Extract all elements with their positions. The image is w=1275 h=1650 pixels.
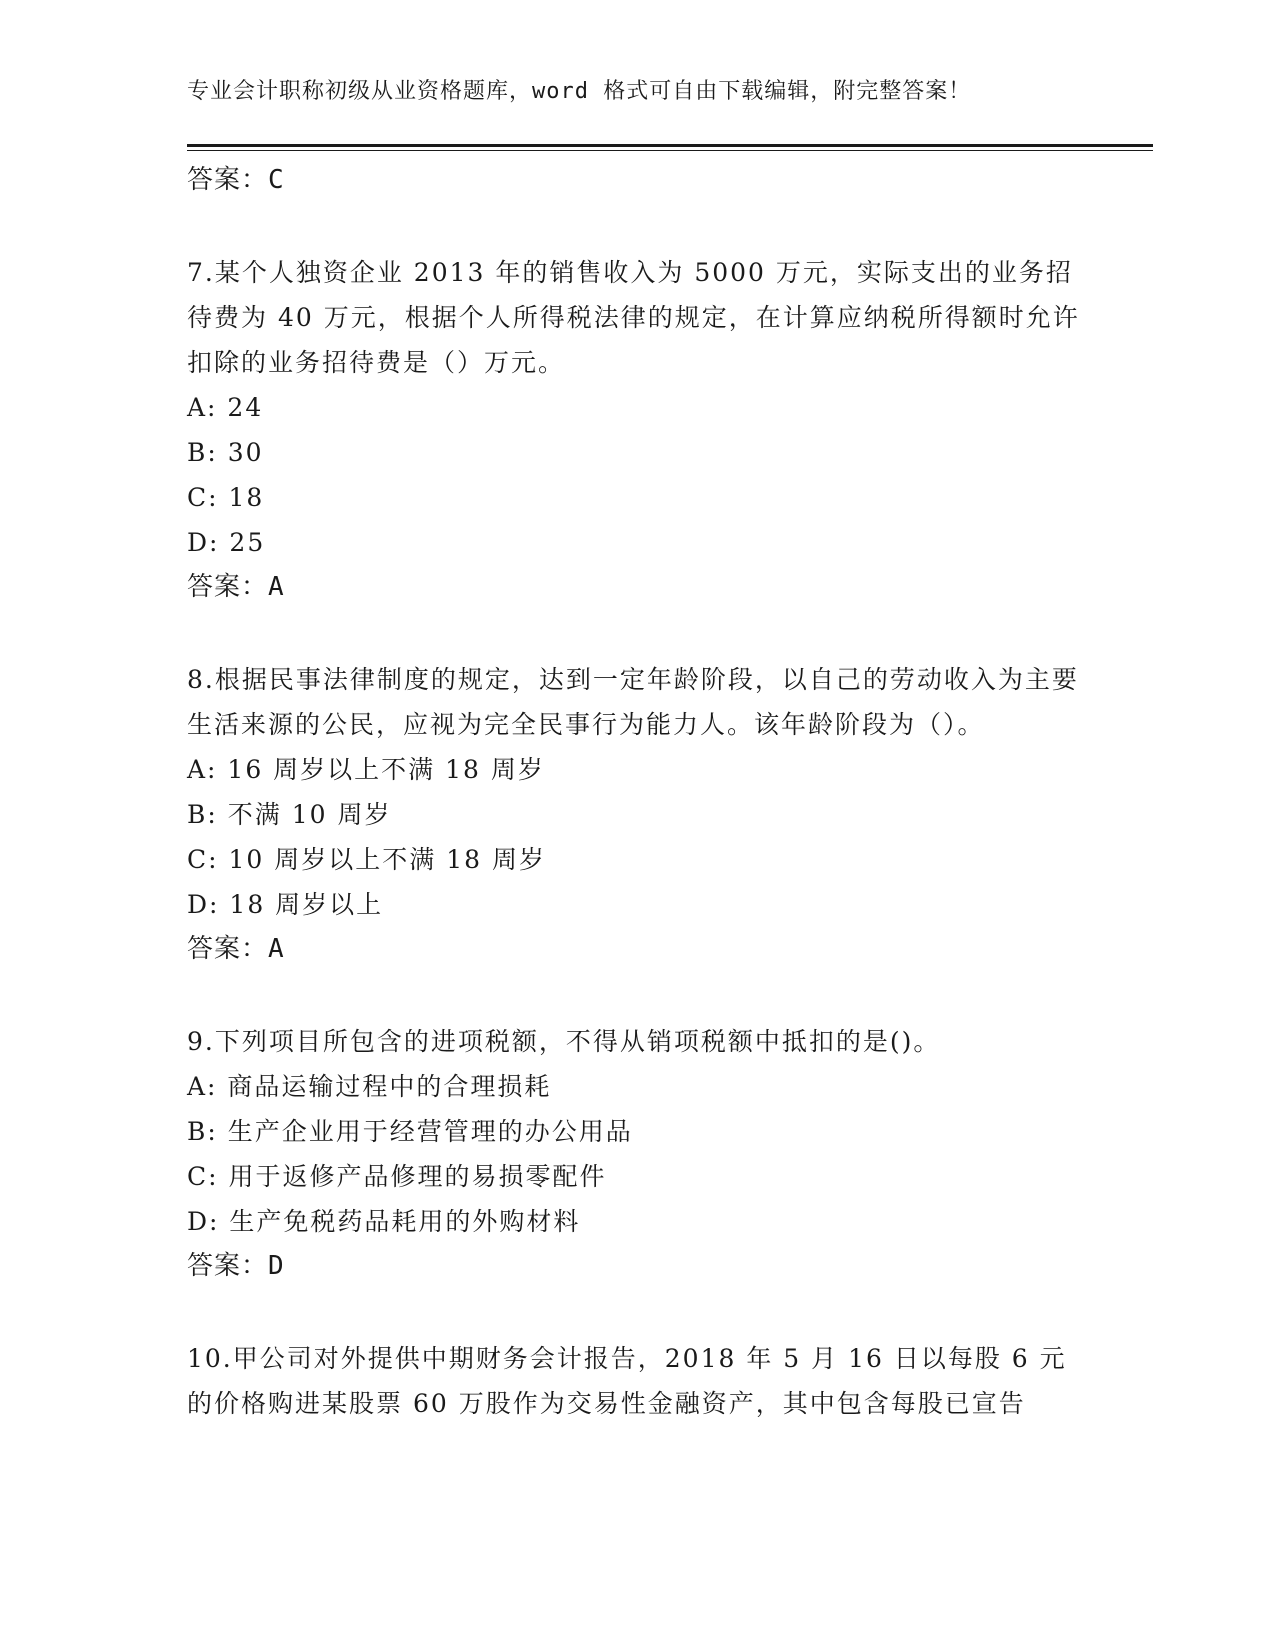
question-9-stem: 9.下列项目所包含的进项税额，不得从销项税额中抵扣的是()。 (187, 1027, 941, 1056)
question-7-option-a: A: 24 (187, 393, 264, 422)
question-8-option-d: D: 18 周岁以上 (187, 890, 384, 919)
answer-6: 答案：C (187, 165, 285, 195)
question-9-option-d: D: 生产免税药品耗用的外购材料 (187, 1207, 581, 1236)
question-8-stem: 8.根据民事法律制度的规定，达到一定年龄阶段，以自己的劳动收入为主要生活来源的公民，应视为完全民事行为能力人。该年龄阶段为（）。 (187, 665, 1079, 739)
question-7-option-c: C: 18 (187, 483, 265, 512)
header-rule-thick (187, 144, 1153, 147)
question-8-answer: 答案：A (187, 934, 285, 964)
question-10-stem: 10.甲公司对外提供中期财务会计报告，2018 年 5 月 16 日以每股 6 元的价格购进某股票 60 万股作为交易性金融资产，其中包含每股已宣告 (187, 1344, 1067, 1418)
question-8-option-a: A: 16 周岁以上不满 18 周岁 (187, 755, 545, 784)
question-list (187, 158, 1087, 1426)
header-rule-thin (187, 150, 1153, 151)
question-8 (187, 657, 1087, 971)
question-9-option-a: A: 商品运输过程中的合理损耗 (187, 1072, 552, 1101)
page-header: 专业会计职称初级从业资格题库，word 格式可自由下载编辑，附完整答案！ (187, 79, 972, 104)
question-7-option-b: B: 30 (187, 438, 264, 467)
question-10 (187, 1336, 1087, 1426)
question-9 (187, 1019, 1087, 1288)
question-7-answer: 答案：A (187, 572, 285, 602)
question-9-option-c: C: 用于返修产品修理的易损零配件 (187, 1162, 607, 1191)
question-9-option-b: B: 生产企业用于经营管理的办公用品 (187, 1117, 633, 1146)
question-7 (187, 250, 1087, 609)
question-8-option-b: B: 不满 10 周岁 (187, 800, 392, 829)
question-7-stem: 7.某个人独资企业 2013 年的销售收入为 5000 万元，实际支出的业务招待费为 40 万元，根据个人所得税法律的规定，在计算应纳税所得额时允许扣除的业务招待费是（）万元。 (187, 258, 1080, 377)
question-8-option-c: C: 10 周岁以上不满 18 周岁 (187, 845, 546, 874)
question-9-answer: 答案：D (187, 1251, 285, 1281)
question-7-option-d: D: 25 (187, 528, 266, 557)
